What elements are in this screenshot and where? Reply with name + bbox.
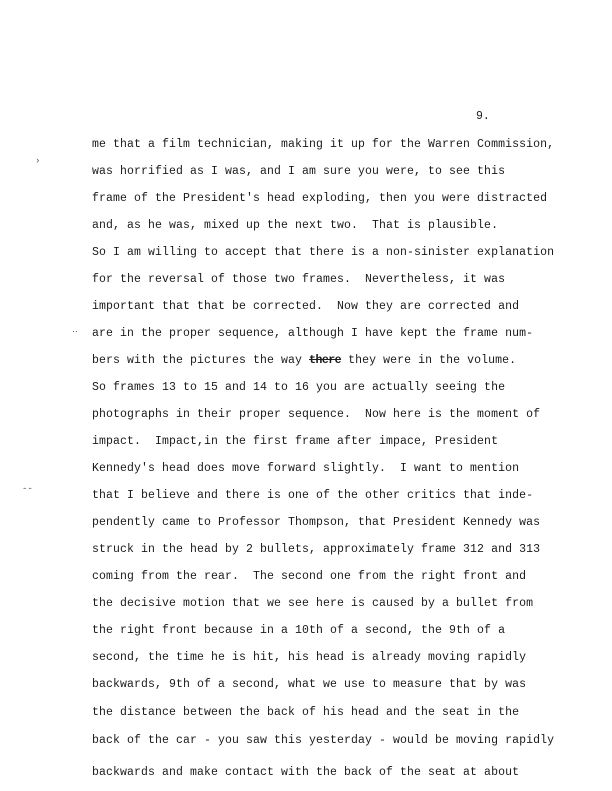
text-line: coming from the rear. The second one from the right front and — [92, 570, 527, 583]
text-line: Kennedy's head does move forward slightly. I want to mention — [92, 462, 520, 475]
margin-mark: -- — [22, 484, 33, 494]
text-line: the right front because in a 10th of a second, the 9th of a — [92, 624, 506, 637]
text-line: are in the proper sequence, although I have kept the frame num- — [92, 327, 534, 340]
text-line: So I am willing to accept that there is a non-sinister explanation — [92, 246, 555, 259]
text-line: pendently came to Professor Thompson, that President Kennedy was — [92, 516, 541, 529]
text-line: back of the car - you saw this yesterday - would be moving rapidly — [92, 734, 555, 747]
text-line — [92, 354, 516, 368]
text-line: backwards and make contact with the back of the seat at about — [92, 766, 520, 779]
text-line: frame of the President's head exploding, then you were distracted — [92, 192, 548, 205]
text-line: struck in the head by 2 bullets, approximately frame 312 and 313 — [92, 543, 541, 556]
text-line: important that that be corrected. Now they are corrected and — [92, 300, 520, 313]
line-text-segment: bers with the pictures the way — [92, 354, 310, 367]
text-line: was horrified as I was, and I am sure you were, to see this — [92, 165, 506, 178]
text-line: for the reversal of those two frames. Nevertheless, it was — [92, 273, 506, 286]
text-line: impact. Impact,in the first frame after impace, President — [92, 435, 499, 448]
text-line: So frames 13 to 15 and 14 to 16 you are actually seeing the — [92, 381, 506, 394]
margin-mark: › — [35, 156, 41, 166]
text-line: and, as he was, mixed up the next two. That is plausible. — [92, 219, 499, 232]
text-line: the distance between the back of his head and the seat in the — [92, 706, 520, 719]
margin-mark: ‥ — [72, 325, 79, 335]
page-number: 9. — [476, 110, 490, 123]
text-line: backwards, 9th of a second, what we use to measure that by was — [92, 678, 527, 691]
text-line: the decisive motion that we see here is caused by a bullet from — [92, 597, 534, 610]
text-line: me that a film technician, making it up for the Warren Commission, — [92, 138, 555, 151]
text-line: that I believe and there is one of the other critics that inde- — [92, 489, 534, 502]
line-text-segment: they were in the volume. — [341, 354, 517, 367]
text-line: second, the time he is hit, his head is already moving rapidly — [92, 651, 527, 664]
struck-out-word: there — [309, 354, 342, 367]
text-line: photographs in their proper sequence. Now here is the moment of — [92, 408, 541, 421]
